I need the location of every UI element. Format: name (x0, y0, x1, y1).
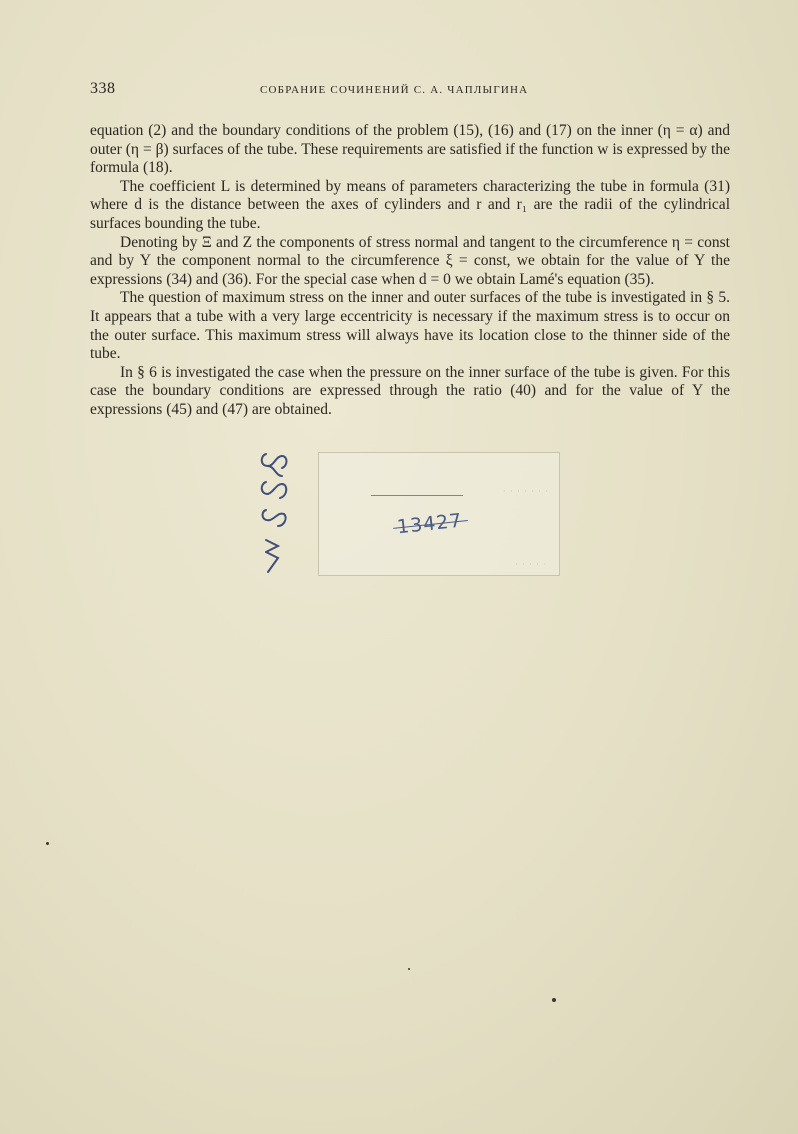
paper-speck (408, 968, 410, 970)
running-head: СОБРАНИЕ СОЧИНЕНИЙ С. А. ЧАПЛЫГИНА (260, 84, 529, 96)
body-text (90, 122, 730, 420)
library-stamp (318, 452, 560, 576)
paragraph: In § 6 is investigated the case when the pressure on the inner surface of the tube is given. For this case the boundary conditions are expressed through the ratio (40) and for the value of Y the expressions (45) and (47) are obtained. (90, 363, 730, 418)
page-number: 338 (90, 80, 116, 97)
paper-speck (46, 842, 49, 845)
paragraph: equation (2) and the boundary conditions of the problem (15), (16) and (17) on the inner (η = α) and outer (η = β) surfaces of the tube. These requirements are satisfied if the function w is expressed by the formula (18). (90, 122, 730, 177)
stamp-line (371, 495, 463, 496)
paragraph: The coefficient L is determined by means of parameters characterizing the tube in formula (31) where d is the distance between the axes of cylinders and r and r₁ are the radii of the cylindrical surfaces bounding the tube. (90, 177, 730, 232)
paragraph: Denoting by Ξ and Z the components of stress normal and tangent to the circumference η = const and by Y the component normal to the circumference ξ = const, we obtain for the value of Y the expressions (34) and (36). For the special case when d = 0 we obtain Lamé's equation (35). (90, 233, 730, 288)
paper-speck (552, 998, 556, 1002)
handwritten-page-mark (256, 448, 306, 578)
stamp-number: 13427 (396, 509, 464, 539)
stamp-faint-text: · · · · · · · (502, 487, 549, 496)
paragraph: The question of maximum stress on the inner and outer surfaces of the tube is investigated in § 5. It appears that a tube with a very large eccentricity is necessary if the maximum stress is to occur on the outer surface. This maximum stress will always have its location close to the thinner side of the tube. (90, 289, 730, 363)
stamp-faint-text: · · · · · (515, 560, 547, 569)
page-header (90, 80, 730, 102)
